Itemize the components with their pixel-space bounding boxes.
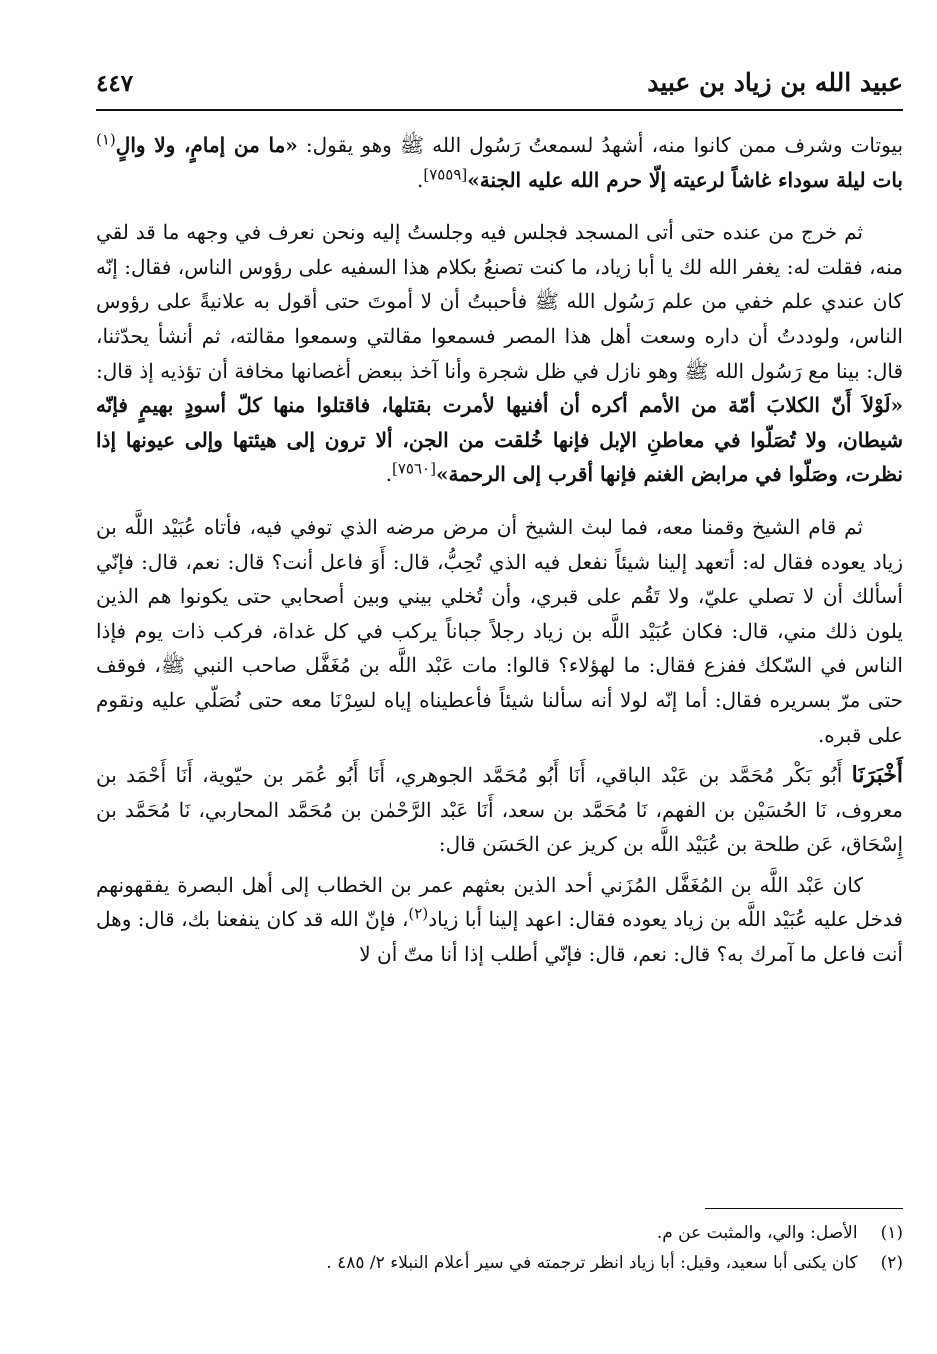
running-title: عبيد الله بن زياد بن عبيد [647,68,903,97]
text-run: . [416,167,424,192]
page-body [96,128,903,972]
text-run: ثم قام الشيخ وقمنا معه، فما لبث الشيخ أن مرض مرضه الذي توفي فيه، فأتاه عُبَيْد اللَّه بن زياد يعوده فقال له: أتعهد إلينا شيئاً نفعل فيه الذي تُحِبُّ، قال: أَوَ فاعل أنت؟ قال: نعم، قال: فإنّي أسألك أن لا تصلي عليّ، ولا تَقُم على قبري، وأن تُخلي بيني وبين أصحابي حتى يكونوا هم الذين يلون ذلك مني، قال: فكان عُبَيْد اللَّه بن زياد رجلاً جباناً يركب في كل غداة، فركب ذات يوم فإذا الناس في السّكك ففزع فقال: ما لهؤلاء؟ قالوا: مات عَبْد اللَّه بن مُغَفَّل صاحب النبي ﷺ، فوقف حتى مرّ بسريره فقال: أما إنّه لولا أنه سألنا شيئاً فأعطيناه إياه لسِرْنَا معه حتى نُصَلّي عليه ونقوم على قبره. [96,514,903,747]
page-header [96,66,903,106]
reference-marker: [٧٥٦٠] [391,459,436,478]
footnote [96,1218,903,1248]
paragraph-gap [96,492,903,510]
footnotes [96,1218,903,1278]
reference-marker: (٢) [408,904,429,923]
header-rule [96,109,903,111]
text-run: أَبُو بَكْر مُحَمَّد بن عَبْد الباقي، أَنَا أَبُو مُحَمَّد الجوهري، أَنَا أَبُو عُمَر بن حيّوية، أَنَا أَحْمَد بن معروف، نَا الحُسَيْن بن الفهم، نَا مُحَمَّد بن سعد، أَنَا عَبْد الرَّحْمٰن بن مُحَمَّد المحاربي، نَا مُحَمَّد بن إِسْحَاق، عَن طلحة بن عُبَيْد اللَّه بن كريز عن الحَسَن قال: [96,763,903,857]
text-run: ثم خرج من عنده حتى أتى المسجد فجلس فيه وجلستُ إليه ونحن نعرف في وجهه ما قد لقي منه، فقلت له: يغفر الله لك يا أبا زياد، ما كنت تصنعُ بكلام هذا السفيه على رؤوس الناس، فقال: إنّه كان عندي علم خفي من علم رَسُول الله ﷺ فأحببتُ أن لا أموتَ حتى أقول به علانيةً على رؤوس الناس، ولوددتُ أن داره وسعت أهل هذا المصر فسمعوا مقالتي وسمعوا مقالته، ثم أنشأ يحدّثنا، قال: بينا مع رَسُول الله ﷺ وهو نازل في ظل شجرة وأنا آخذ ببعض أغصانها مخافة أن تؤذيه إذ قال: [96,220,903,383]
hadith-quote: «ما من إمامٍ، ولا والٍ [115,133,298,157]
footnote-number: (١) [880,1223,903,1243]
text-run: . [385,462,392,487]
footnote-number: (٢) [880,1253,903,1273]
footnote-text: كان يكنى أبا سعيد، وقيل: أبا زياد انظر ترجمته في سير أعلام النبلاء ٢/ ٤٨٥ . [326,1253,858,1273]
text-run: كان عَبْد اللَّه بن المُغَفَّل المُزَني أحد الذين بعثهم عمر بن الخطاب إلى أهل البصرة يفقهونهم فدخل عليه عُبَيْد اللَّه بن زياد يعوده فقال: اعهد إلينا أبا زياد [96,872,903,932]
reference-marker: (١) [96,130,116,149]
page-number: ٤٤٧ [96,70,134,97]
paragraph [96,510,903,752]
text-run: ، فإنّ الله قد كان ينفعنا بك، قال: وهل أنت فاعل ما آمرك به؟ قال: نعم، قال: فإنّي أطلب إذا أنا متّ أن لا [96,907,903,967]
isnad-paragraph [96,758,903,862]
paragraph [96,868,903,972]
footnote-text: الأصل: والي، والمثبت عن م. [656,1223,858,1243]
paragraph [96,128,903,197]
text-run: بيوتات وشرف ممن كانوا منه، أشهدُ لسمعتُ رَسُول الله ﷺ وهو يقول: [297,133,904,157]
reference-marker: [٧٥٥٩] [423,164,468,183]
footnote-rule [705,1208,903,1209]
hadith-quote: بات ليلة سوداء غاشاً لرعيته إلّا حرم الله عليه الجنة» [467,167,903,192]
paragraph [96,215,903,492]
paragraph-gap [96,197,903,215]
isnad-lead-word: أَخْبَرَنَا [851,762,903,789]
footnote [96,1248,903,1278]
hadith-quote: «لَوْلاَ أَنّ الكلابَ أمّة من الأمم أكره أن أفنيها لأمرت بقتلها، فاقتلوا منها كلّ أسودٍ بهيمٍ فإنّه شيطان، ولا تُصَلّوا في معاطنِ الإبل فإنها خُلقت من الجن، ألا ترون إلى هيئتها وإلى عيونها إذا نظرت، وصَلّوا في مرابض الغنم فإنها أقرب إلى الرحمة» [96,393,903,487]
